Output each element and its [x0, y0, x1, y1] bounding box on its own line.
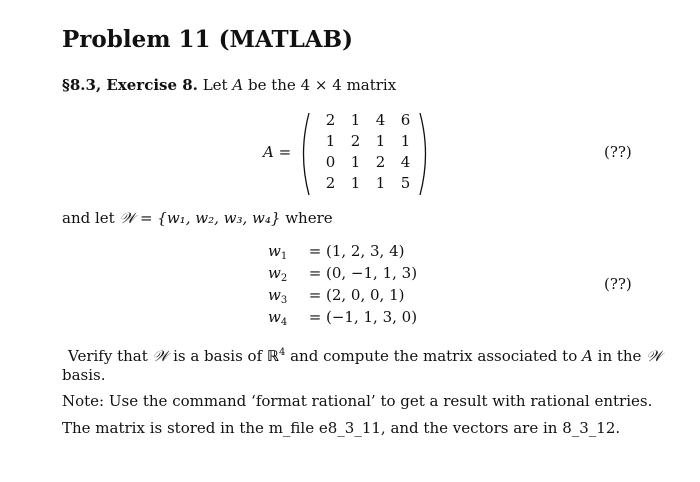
note-line: Note: Use the command ‘format rational’ to get a result with rational entries. [62, 392, 653, 410]
vector-eq: = [308, 264, 322, 282]
left-paren-icon [297, 112, 311, 196]
vector-eq: = [308, 242, 322, 260]
matrix-cell: 1 [325, 132, 336, 150]
matrix-cell: 2 [325, 174, 336, 192]
stored-line: The matrix is stored in the m_file e8_3_11, and the vectors are in 8_3_12. [62, 419, 621, 437]
verify-text: in the [597, 347, 642, 365]
section-ref: §8.3, Exercise 8. [62, 76, 198, 94]
verify-text: and compute the matrix associated to [290, 347, 578, 365]
matrix-cell: 1 [375, 132, 386, 150]
matrix-grid [318, 111, 418, 195]
matrix-cell: 1 [350, 153, 361, 171]
matrix-cell: 4 [375, 111, 386, 129]
verify-text: basis. [62, 366, 106, 384]
matrix-cell: 6 [400, 111, 411, 129]
var-a: A [232, 76, 244, 94]
vector-list [268, 242, 446, 330]
equation-label-1: (??) [604, 143, 632, 161]
let-w-pre: and let [62, 209, 115, 227]
intro-let: Let [202, 76, 228, 94]
var-a: A [582, 347, 593, 365]
vector-name: $w_4$ [268, 308, 288, 328]
vector-value: (0, −1, 1, 3) [326, 264, 418, 282]
right-paren-icon [418, 112, 432, 196]
matrix-cell: 4 [400, 153, 411, 171]
matrix-cell: 2 [325, 111, 336, 129]
problem-title: Problem 11 (MATLAB) [62, 26, 353, 53]
vector-value: (−1, 1, 3, 0) [326, 308, 418, 326]
vector-eq: = [308, 286, 322, 304]
vector-value: (1, 2, 3, 4) [326, 242, 405, 260]
matrix-cell: 2 [350, 132, 361, 150]
basis-symbol: 𝒲 [152, 347, 169, 365]
vector-name: $w_1$ [268, 242, 288, 262]
matrix-cell: 1 [400, 132, 411, 150]
let-w-post: where [285, 209, 333, 227]
intro-matrix: matrix [346, 76, 397, 94]
verify-paragraph [62, 343, 662, 385]
matrix-dims: 4 × 4 [300, 76, 342, 94]
matrix-cell: 0 [325, 153, 336, 171]
vector-name: $w_2$ [268, 264, 288, 284]
vector-value: (2, 0, 0, 1) [326, 286, 405, 304]
matrix-lhs: A = [263, 143, 292, 161]
matrix-cell: 1 [375, 174, 386, 192]
equation-label-2: (??) [604, 275, 632, 293]
exercise-intro [62, 76, 396, 94]
matrix-cell: 1 [350, 174, 361, 192]
matrix-cell: 5 [400, 174, 411, 192]
set-w-definition: 𝒲 = {w₁, w₂, w₃, w₄} [119, 209, 281, 227]
vector-name: $w_3$ [268, 286, 288, 306]
verify-text: Verify that [68, 347, 148, 365]
intro-be-the: be the [247, 76, 296, 94]
vector-eq: = [308, 308, 322, 326]
real-numbers-symbol: ℝ [266, 347, 279, 365]
let-w-line [62, 209, 333, 227]
verify-text: is a basis of [173, 347, 263, 365]
matrix-cell: 1 [350, 111, 361, 129]
matrix-cell: 2 [375, 153, 386, 171]
basis-symbol: 𝒲 [646, 347, 662, 365]
dimension-superscript: 4 [278, 347, 286, 358]
